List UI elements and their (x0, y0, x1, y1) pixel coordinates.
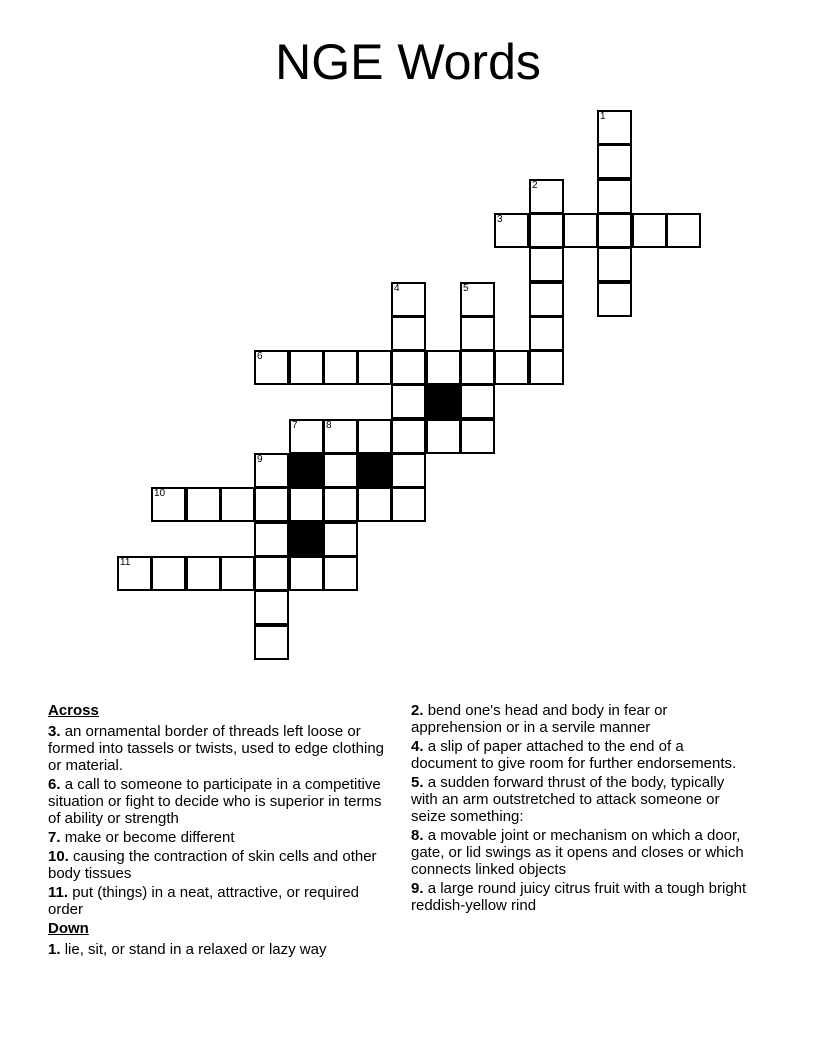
across-clue-11 (48, 884, 390, 918)
grid-cell[interactable] (597, 110, 632, 145)
clue-text: a call to someone to participate in a competitive situation or fight to decide who is superior in terms of ability or strength (48, 776, 382, 827)
clue-number-label: 10 (154, 488, 166, 499)
grid-cell[interactable] (426, 350, 461, 385)
clue-number: 7. (48, 829, 61, 846)
grid-cell[interactable] (529, 316, 564, 351)
grid-cell[interactable] (529, 247, 564, 282)
grid-cell[interactable] (597, 213, 632, 248)
clue-text: put (things) in a neat, attractive, or required order (48, 884, 360, 918)
grid-cell[interactable] (323, 453, 358, 488)
puzzle-title: NGE Words (275, 34, 541, 90)
grid-cell[interactable] (254, 487, 289, 522)
clue-text: a sudden forward thrust of the body, typically with an arm outstretched to attack someone or seize something: (411, 774, 725, 825)
clue-number-label: 6 (257, 351, 263, 362)
grid-cell[interactable] (186, 487, 221, 522)
grid-cell[interactable] (254, 522, 289, 557)
grid-cell[interactable] (632, 213, 667, 248)
down-clue-8 (411, 827, 753, 878)
grid-cell[interactable] (391, 384, 426, 419)
grid-cell[interactable] (357, 419, 392, 454)
grid-block (426, 384, 461, 419)
clue-number: 6. (48, 776, 61, 793)
clue-number-label: 5 (463, 283, 469, 294)
grid-cell[interactable] (529, 282, 564, 317)
clue-number: 8. (411, 827, 424, 844)
grid-cell[interactable] (220, 556, 255, 591)
grid-cell[interactable] (597, 144, 632, 179)
grid-cell[interactable] (323, 522, 358, 557)
grid-cell[interactable] (254, 350, 289, 385)
grid-cell[interactable] (391, 453, 426, 488)
grid-cell[interactable] (460, 384, 495, 419)
grid-cell[interactable] (391, 487, 426, 522)
clue-number-label: 8 (326, 420, 332, 431)
grid-cell[interactable] (460, 350, 495, 385)
grid-cell[interactable] (597, 282, 632, 317)
grid-cell[interactable] (220, 487, 255, 522)
grid-cell[interactable] (323, 350, 358, 385)
grid-cell[interactable] (151, 487, 186, 522)
clue-text: bend one's head and body in fear or apprehension or in a servile manner (411, 702, 668, 736)
grid-cell[interactable] (460, 419, 495, 454)
grid-cell[interactable] (186, 556, 221, 591)
grid-cell[interactable] (289, 419, 324, 454)
grid-cell[interactable] (254, 625, 289, 660)
clue-text: a slip of paper attached to the end of a document to give room for further endorsements. (411, 738, 737, 772)
grid-cell[interactable] (391, 316, 426, 351)
grid-cell[interactable] (289, 487, 324, 522)
grid-cell[interactable] (494, 213, 529, 248)
down-clue-9 (411, 880, 753, 914)
down-heading: Down (48, 920, 89, 937)
grid-cell[interactable] (597, 247, 632, 282)
clue-number-label: 11 (120, 557, 131, 568)
clue-number: 1. (48, 941, 61, 958)
grid-cell[interactable] (494, 350, 529, 385)
clue-number: 4. (411, 738, 424, 755)
clue-text: make or become different (64, 829, 235, 846)
grid-cell[interactable] (529, 179, 564, 214)
down-clue-4 (411, 738, 753, 772)
across-clue-6 (48, 776, 390, 827)
grid-cell[interactable] (563, 213, 598, 248)
across-heading: Across (48, 702, 99, 719)
clue-text: lie, sit, or stand in a relaxed or lazy way (64, 941, 327, 958)
clue-number: 9. (411, 880, 424, 897)
grid-cell[interactable] (254, 556, 289, 591)
clue-text: a large round juicy citrus fruit with a tough bright reddish-yellow rind (411, 880, 747, 914)
grid-cell[interactable] (666, 213, 701, 248)
down-clue-1 (48, 941, 390, 958)
clue-number: 10. (48, 848, 69, 865)
grid-cell[interactable] (391, 282, 426, 317)
grid-cell[interactable] (357, 487, 392, 522)
across-clue-7 (48, 829, 390, 846)
grid-cell[interactable] (529, 350, 564, 385)
grid-cell[interactable] (426, 419, 461, 454)
down-clue-5 (411, 774, 753, 825)
grid-cell[interactable] (151, 556, 186, 591)
grid-block (357, 453, 392, 488)
clue-number-label: 2 (532, 180, 538, 191)
clue-number: 2. (411, 702, 424, 719)
clue-number-label: 9 (257, 454, 263, 465)
grid-cell[interactable] (357, 350, 392, 385)
grid-cell[interactable] (323, 556, 358, 591)
clue-text: causing the contraction of skin cells and other body tissues (48, 848, 377, 882)
clue-number-label: 7 (292, 420, 298, 431)
grid-cell[interactable] (117, 556, 152, 591)
clue-number: 3. (48, 723, 61, 740)
grid-block (289, 522, 324, 557)
clue-number: 5. (411, 774, 424, 791)
clue-column-right (411, 702, 753, 916)
grid-cell[interactable] (254, 590, 289, 625)
clue-number: 11. (48, 884, 69, 901)
clue-number-label: 3 (497, 214, 503, 225)
grid-cell[interactable] (529, 213, 564, 248)
across-clue-10 (48, 848, 390, 882)
grid-cell[interactable] (597, 179, 632, 214)
clue-column-left (48, 702, 390, 960)
across-clue-3 (48, 723, 390, 774)
down-clue-2 (411, 702, 753, 736)
grid-cell[interactable] (254, 453, 289, 488)
grid-block (289, 453, 324, 488)
grid-cell[interactable] (460, 316, 495, 351)
grid-cell[interactable] (323, 487, 358, 522)
grid-cell[interactable] (460, 282, 495, 317)
grid-cell[interactable] (391, 419, 426, 454)
grid-cell[interactable] (323, 419, 358, 454)
clue-number-label: 1 (600, 111, 606, 122)
clue-text: a movable joint or mechanism on which a door, gate, or lid swings as it opens and closes or which connects linked objects (411, 827, 744, 878)
clue-number-label: 4 (394, 283, 400, 294)
grid-cell[interactable] (391, 350, 426, 385)
clue-text: an ornamental border of threads left loose or formed into tassels or twists, used to edge clothing or material. (48, 723, 385, 774)
grid-cell[interactable] (289, 350, 324, 385)
grid-cell[interactable] (289, 556, 324, 591)
